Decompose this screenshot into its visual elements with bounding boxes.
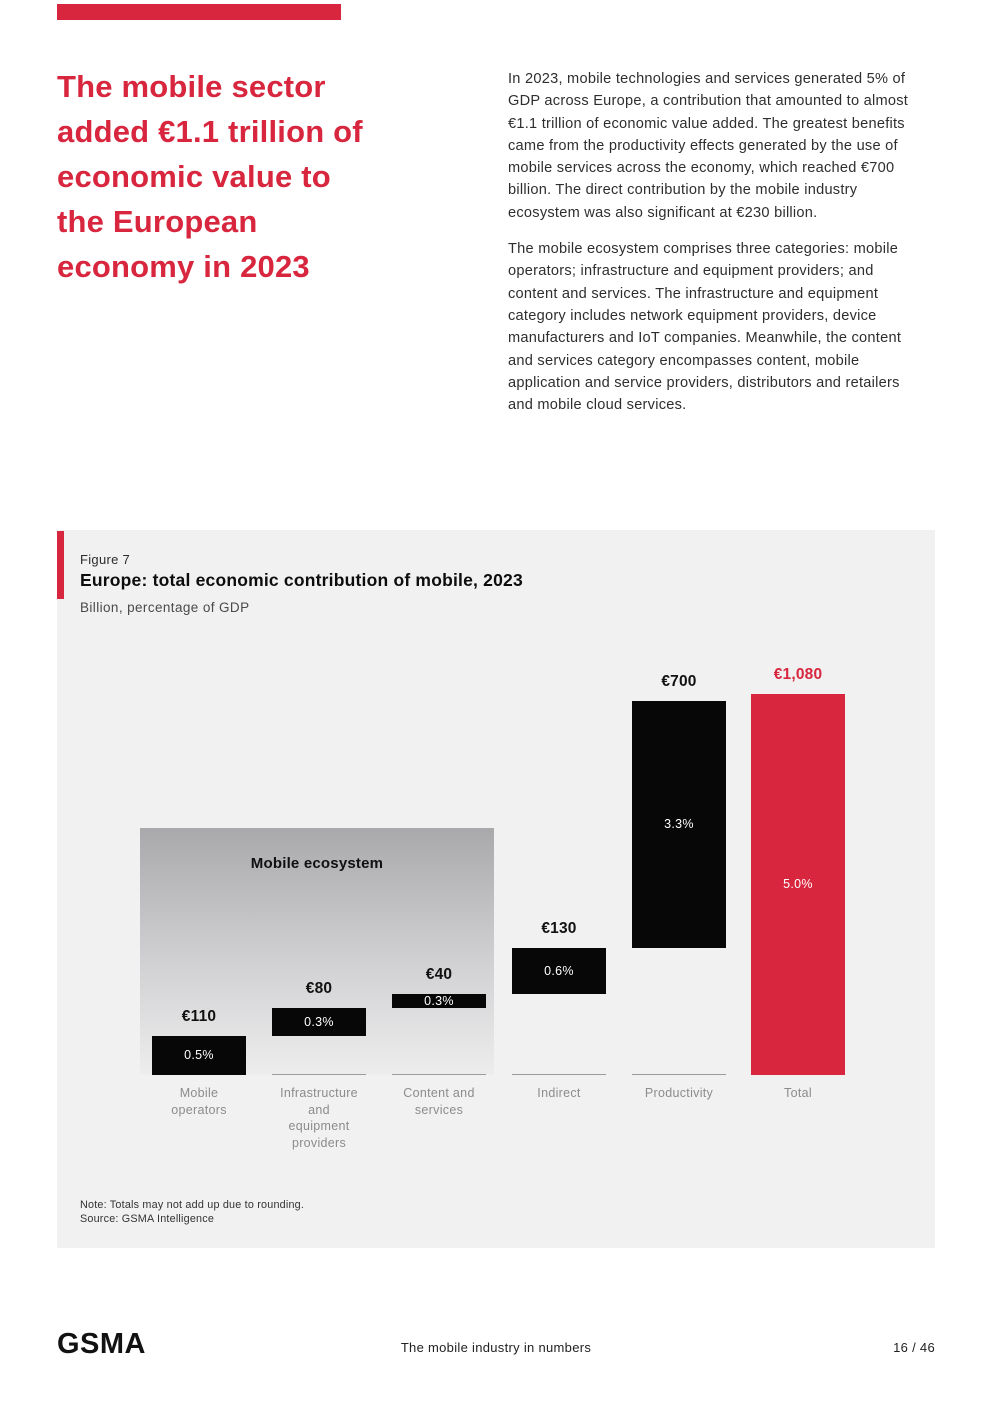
bar-infrastructure-and-equipment-providers [272,1008,366,1036]
value-label-productivity: €700 [661,673,697,690]
category-label-productivity: Productivity [644,1086,714,1100]
figure-panel [57,530,935,1248]
category-label-content-and-services: Content and services [403,1086,475,1117]
pct-of-gdp-label-mobile-operators: 0.5% [184,1048,214,1063]
figure-title: Europe: total economic contribution of mobile, 2023 [80,570,523,590]
value-label-infrastructure-and-equipment-providers: €80 [305,980,333,997]
pct-of-gdp-label-content-and-services: 0.3% [424,993,454,1008]
pct-of-gdp-label-productivity: 3.3% [664,817,694,832]
top-accent-bar [57,4,341,20]
pct-of-gdp-label-indirect: 0.6% [544,963,574,978]
category-label-infrastructure-and-equipment-providers: Infrastructure and equipment providers [280,1086,358,1150]
category-label-total: Total [784,1086,812,1100]
figure-label: Figure 7 [80,552,131,567]
intro-paragraph-1: In 2023, mobile technologies and services generated 5% of GDP across Europe, a contribution that amounted to almost €1.1 trillion of economic value added. The greatest benefits came from the productivity effects generated by the use of mobile services across the economy, which reached €700 billion. The direct contribution by the mobile industry ecosystem was also significant at €230 billion. [508,71,909,221]
value-label-indirect: €130 [541,920,577,937]
figure-subtitle: Billion, percentage of GDP [80,600,250,615]
value-label-content-and-services: €40 [425,966,453,983]
intro-paragraph-2: The mobile ecosystem comprises three categories: mobile operators; infrastructure and equipment providers; and content and services. The infrastructure and equipment category includes network equipment providers, device manufacturers and IoT companies. Meanwhile, the content and services category encompasses content, mobile application and service providers, distributors and retailers and mobile cloud services. [508,241,902,414]
bar-mobile-operators [152,1036,246,1075]
pct-of-gdp-label-total: 5.0% [783,877,813,892]
axis-baseline-tick-indirect [512,1074,606,1075]
mobile-ecosystem-group-label: Mobile ecosystem [250,855,384,872]
bar-total [751,694,845,1075]
axis-baseline-tick-infrastructure-and-equipment-providers [272,1074,366,1075]
footer-report-title: The mobile industry in numbers [400,1340,592,1355]
page-number: 16 / 46 [893,1340,935,1355]
pct-of-gdp-label-infrastructure-and-equipment-providers: 0.3% [304,1014,334,1029]
intro-text-column [508,68,922,416]
page-headline: The mobile sector added €1.1 trillion of economic value to the European economy in 2023 [57,69,363,284]
bar-content-and-services [392,994,486,1008]
value-label-total: €1,080 [773,666,823,683]
axis-baseline-tick-content-and-services [392,1074,486,1075]
figure-notes [80,1198,304,1226]
category-label-mobile-operators: Mobile operators [171,1086,227,1117]
value-label-mobile-operators: €110 [181,1008,217,1025]
bar-productivity [632,701,726,948]
waterfall-chart [57,530,935,1248]
gsma-logo: GSMA [57,1328,146,1360]
axis-baseline-tick-productivity [632,1074,726,1075]
source-line: Source: GSMA Intelligence [80,1213,215,1225]
note-line: Note: Totals may not add up due to rounding. [80,1199,305,1211]
category-label-indirect: Indirect [537,1086,581,1100]
bar-indirect [512,948,606,994]
